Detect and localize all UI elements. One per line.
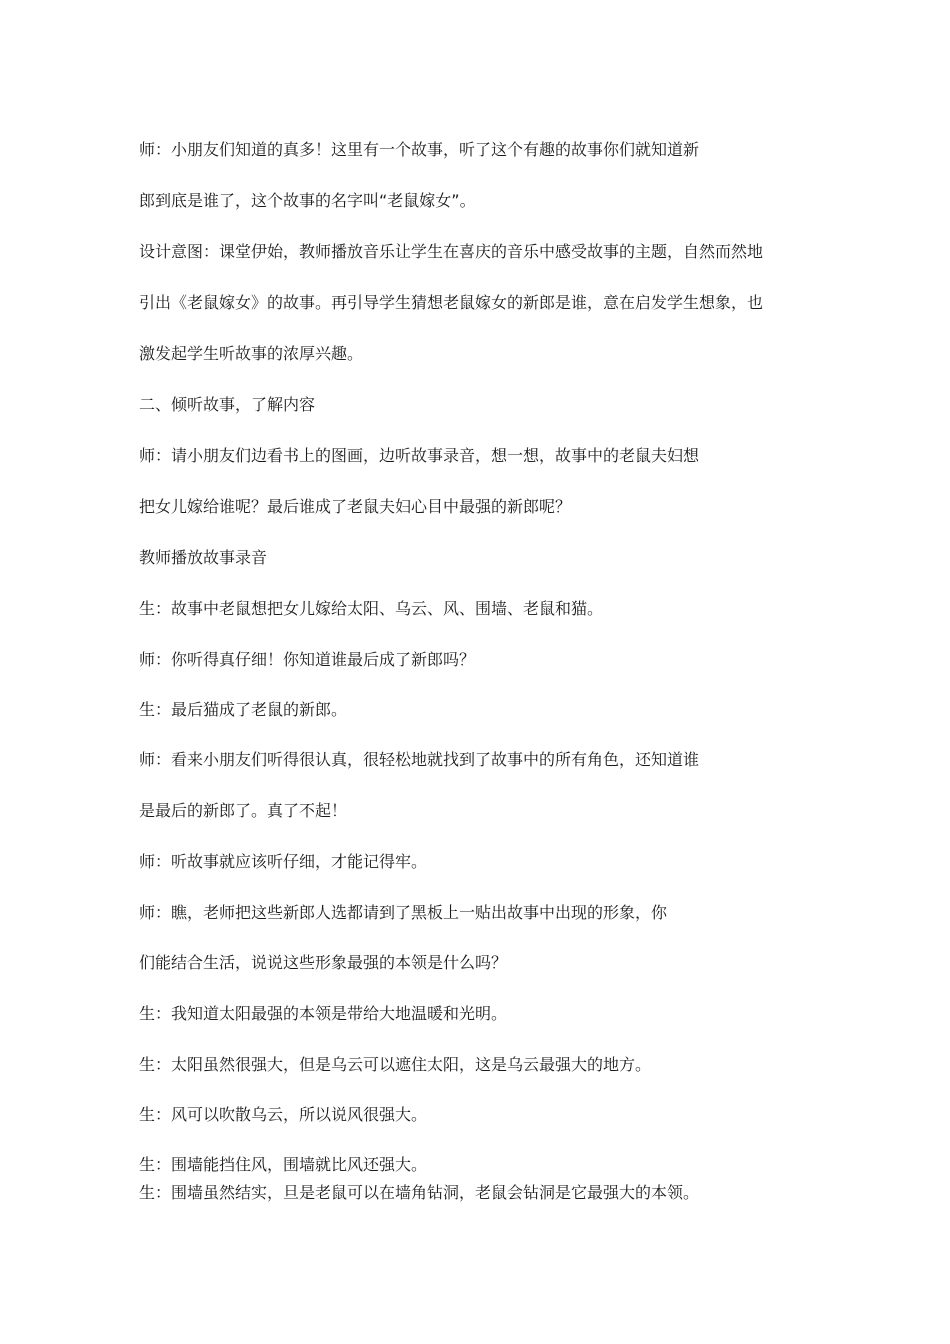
text-line: 师：瞧，老师把这些新郎人选都请到了黑板上一贴出故事中出现的形象，你: [139, 903, 668, 922]
text-line: 是最后的新郎了。真了不起！: [139, 801, 348, 820]
text-line: 教师播放故事录音: [139, 548, 268, 567]
text-line: 师：你听得真仔细！你知道谁最后成了新郎吗？: [139, 650, 476, 669]
text-line: 生：我知道太阳最强的本领是带给大地温暖和光明。: [139, 1004, 508, 1023]
text-line: 师：小朋友们知道的真多！这里有一个故事，听了这个有趣的故事你们就知道新: [139, 140, 700, 159]
section-heading: 二、倾听故事，了解内容: [139, 395, 316, 414]
text-line: 师：请小朋友们边看书上的图画，边听故事录音，想一想，故事中的老鼠夫妇想: [139, 446, 700, 465]
text-line: 引出《老鼠嫁女》的故事。再引导学生猜想老鼠嫁女的新郎是谁，意在启发学生想象，也: [139, 293, 764, 312]
text-line: 生：太阳虽然很强大，但是乌云可以遮住太阳，这是乌云最强大的地方。: [139, 1055, 652, 1074]
text-line: 们能结合生活，说说这些形象最强的本领是什么吗？: [139, 953, 508, 972]
text-line: 生：围墙能挡住风，围墙就比风还强大。: [139, 1155, 428, 1174]
text-line: 生：故事中老鼠想把女儿嫁给太阳、乌云、风、围墙、老鼠和猫。: [139, 599, 604, 618]
text-line: 设计意图：课堂伊始，教师播放音乐让学生在喜庆的音乐中感受故事的主题，自然而然地: [139, 242, 764, 261]
text-line: 激发起学生听故事的浓厚兴趣。: [139, 344, 364, 363]
text-line: 郎到底是谁了，这个故事的名字叫“老鼠嫁女”。: [139, 191, 476, 210]
text-line: 师：看来小朋友们听得很认真，很轻松地就找到了故事中的所有角色，还知道谁: [139, 750, 700, 769]
text-line: 生：最后猫成了老鼠的新郎。: [139, 700, 348, 719]
text-line: 生：风可以吹散乌云，所以说风很强大。: [139, 1105, 428, 1124]
text-line: 师：听故事就应该听仔细，才能记得牢。: [139, 852, 428, 871]
text-line: 把女儿嫁给谁呢？最后谁成了老鼠夫妇心目中最强的新郎呢？: [139, 497, 572, 516]
text-line: 生：围墙虽然结实，旦是老鼠可以在墙角钻洞，老鼠会钻洞是它最强大的本领。: [139, 1183, 700, 1202]
